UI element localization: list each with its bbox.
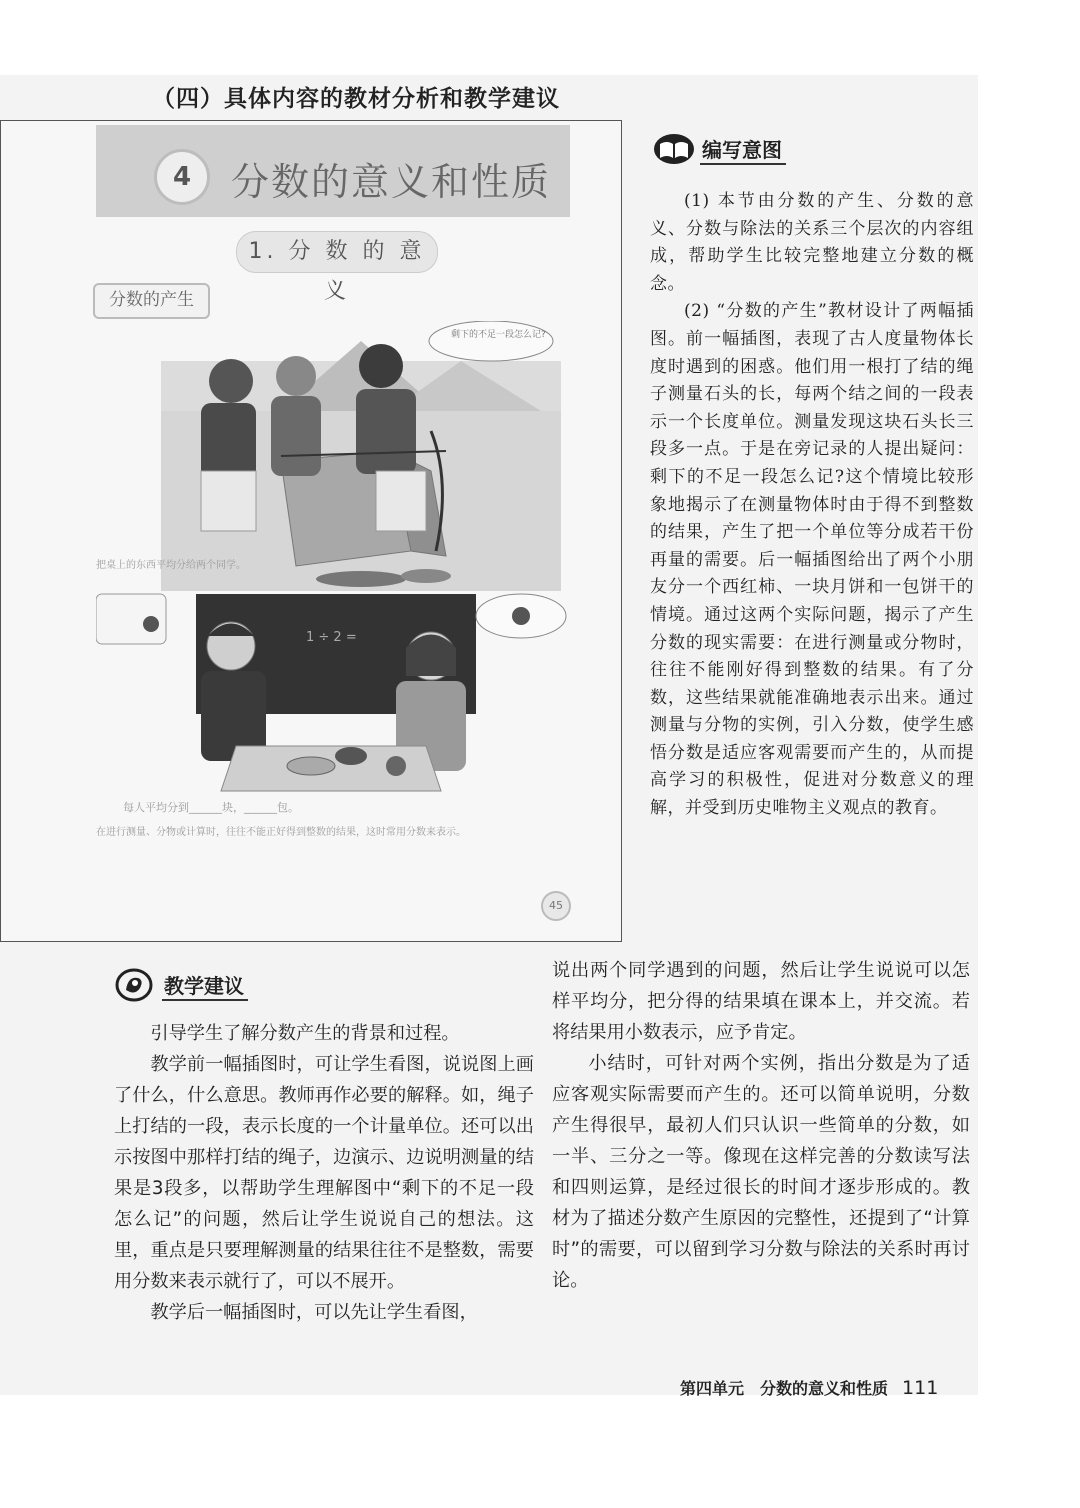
suggestion-left-column	[114, 1018, 534, 1328]
textbook-note: 在进行测量、分物或计算时，往往不能正好得到整数的结果，这时常用分数来表示。	[96, 827, 466, 838]
page-heading: （四）具体内容的教材分析和教学建议	[152, 86, 560, 112]
intent-paragraph-1: (1) 本节由分数的产生、分数的意义、分数与除法的关系三个层次的内容组成，帮助学生比较完整地建立分数的概念。	[650, 191, 974, 294]
chalkboard-text: 1 ÷ 2 =	[306, 630, 357, 645]
speech-bubble-text: 剩下的不足一段怎么记?	[451, 330, 546, 340]
section-title: 1. 分 数 的 意 义	[236, 231, 438, 273]
teaching-icon	[114, 968, 158, 1002]
suggestion-paragraph-4: 说出两个同学遇到的问题，然后让学生说说可以怎样平均分，把分得的结果填在课本上，并交流。若将结果用小数表示，应予肯定。	[552, 960, 970, 1043]
page-footer	[680, 1376, 938, 1399]
suggestion-heading	[114, 968, 248, 1002]
footer-unit: 第四单元 分数的意义和性质	[680, 1379, 889, 1398]
topic-tag: 分数的产生	[93, 283, 210, 319]
suggestion-paragraph-5: 小结时，可针对两个实例，指出分数是为了适应客观实际需要而产生的。还可以简单说明，分数产生得很早，最初人们只认识一些简单的分数，如一半、三分之一等。像现在这样完善的分数读写法和四则运算，是经过很长的时间才逐步形成的。教材为了描述分数产生原因的完整性，还提到了“计算时”的需要，可以留到学习分数与除法的关系时再讨论。	[552, 1053, 970, 1291]
intent-heading	[652, 132, 786, 166]
open-book-icon	[652, 132, 696, 166]
footer-page-number: 111	[902, 1377, 939, 1399]
illustration-caption: 把桌上的东西平均分给两个同学。	[96, 560, 246, 571]
intent-paragraph-2: (2) “分数的产生”教材设计了两幅插图。前一幅插图，表现了古人度量物体长度时遇到的困惑。他们用一根打了结的绳子测量石头的长，每两个结之间的一段表示一个长度单位。测量发现这块石头长三段多一点。于是在旁记录的人提出疑问：剩下的不足一段怎么记?这个情境比较形象地揭示了在测量物体时由于得不到整数的结果，产生了把一个单位等分成若干份再量的需要。后一幅插图给出了两个小朋友分一个西红柿、一块月饼和一包饼干的情境。通过这两个实际问题，揭示了产生分数的现实需要：在进行测量或分物时，往往不能刚好得到整数的结果。有了分数，这些结果就能准确地表示出来。通过测量与分物的实例，引入分数，使学生感悟分数是适应客观需要而产生的，从而提高学习的积极性，促进对分数意义的理解，并受到历史唯物主义观点的教育。	[650, 301, 974, 819]
intent-heading-label: 编写意图	[700, 134, 786, 165]
fill-in-blank: 每人平均分到______块，______包。	[123, 801, 299, 814]
textbook-page-number: 45	[541, 891, 571, 921]
intent-text	[650, 188, 974, 823]
suggestion-paragraph-2: 教学前一幅插图时，可让学生看图，说说图上画了什么，什么意思。教师再作必要的解释。如，绳子上打结的一段，表示长度的一个计量单位。还可以出示按图中那样打结的绳子，边演示、边说明测量的结果是3段多，以帮助学生理解图中“剩下的不足一段怎么记”的问题，然后让学生说说自己的想法。这里，重点是只要理解测量的结果往往不是整数，需要用分数来表示就行了，可以不展开。	[114, 1054, 534, 1292]
sharing-food-illustration	[96, 586, 576, 801]
suggestion-right-column	[552, 955, 970, 1296]
suggestion-heading-label: 教学建议	[162, 970, 248, 1001]
chapter-banner	[96, 125, 570, 217]
textbook-page	[0, 120, 622, 942]
suggestion-paragraph-1: 引导学生了解分数产生的背景和过程。	[150, 1023, 460, 1044]
suggestion-paragraph-3: 教学后一幅插图时，可以先让学生看图，	[150, 1302, 478, 1323]
chapter-number: 4	[154, 149, 210, 205]
chapter-title: 分数的意义和性质	[231, 160, 552, 204]
